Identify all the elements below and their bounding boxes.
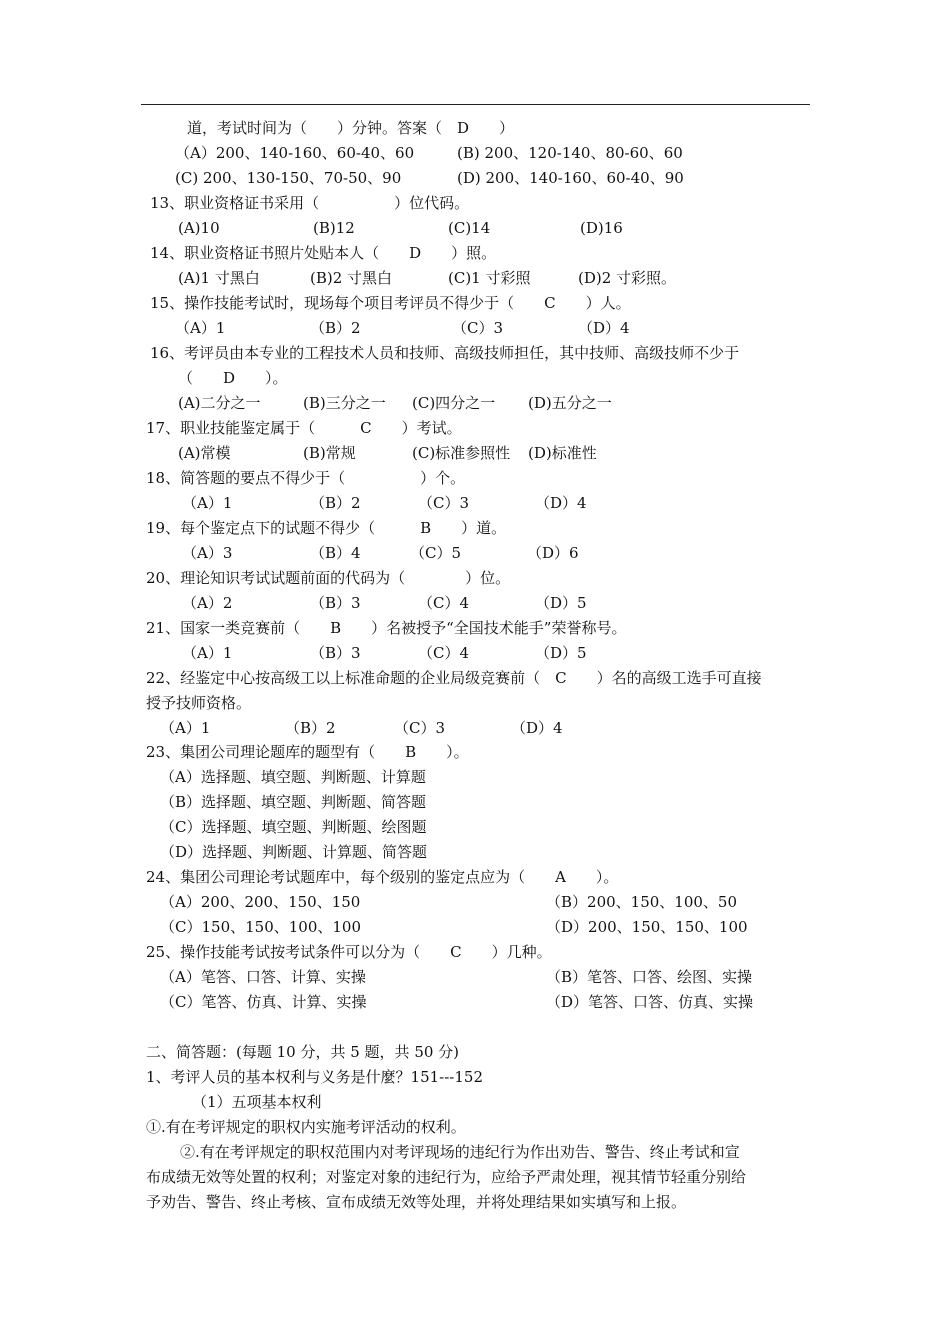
question-20: 20、理论知识考试试题前面的代码为（ ）位。	[146, 569, 511, 587]
q16-option-a: (A)二分之一	[178, 394, 261, 412]
question-14: 14、职业资格证书照片处贴本人（ D ）照。	[150, 244, 497, 262]
q23-option-a: （A）选择题、填空题、判断题、计算题	[160, 768, 426, 786]
section-heading-short-answer: 二、简答题：(每题 10 分，共 5 题，共 50 分)	[146, 1043, 460, 1061]
q17-option-a: (A)常模	[178, 444, 231, 462]
right-item-1: ①.有在考评规定的职权内实施考评活动的权利。	[146, 1118, 466, 1136]
q17-option-d: (D)标准性	[528, 444, 597, 462]
q20-option-b: （B）3	[310, 594, 361, 612]
question-12-tail: 道，考试时间为（ ）分钟。答案（ D ）	[187, 119, 515, 137]
question-19: 19、每个鉴定点下的试题不得少（ B ）道。	[146, 519, 507, 537]
q15-option-c: （C）3	[452, 319, 504, 337]
q12-option-d: (D) 200、140-160、60-40、90	[457, 169, 684, 187]
q21-option-c: （C）4	[418, 644, 470, 662]
question-25: 25、操作技能考试按考试条件可以分为（ C ）几种。	[146, 943, 552, 961]
q23-option-d: （D）选择题、判断题、计算题、简答题	[160, 843, 428, 861]
question-16: 16、考评员由本专业的工程技术人员和技师、高级技师担任，其中技师、高级技师不少于	[150, 344, 740, 362]
q17-option-c: (C)标准参照性	[412, 444, 511, 462]
right-item-2: ②.有在考评规定的职权范围内对考评现场的违纪行为作出劝告、警告、终止考试和宣	[180, 1143, 740, 1161]
q17-option-b: (B)常规	[303, 444, 356, 462]
question-15: 15、操作技能考试时，现场每个项目考评员不得少于（ C ）人。	[150, 294, 631, 312]
q24-option-a: （A）200、200、150、150	[160, 893, 361, 911]
q12-option-b: (B) 200、120-140、80-60、60	[457, 144, 683, 162]
q18-option-d: （D）4	[535, 494, 587, 512]
q19-option-d: （D）6	[527, 544, 579, 562]
question-16-cont: （ D ）。	[178, 369, 288, 387]
q13-option-b: (B)12	[313, 219, 355, 237]
q18-option-a: （A）1	[182, 494, 233, 512]
q13-option-d: (D)16	[580, 219, 623, 237]
q20-option-a: （A）2	[182, 594, 233, 612]
q20-option-d: （D）5	[535, 594, 587, 612]
question-21: 21、国家一类竞赛前（ B ）名被授予“全国技术能手”荣誉称号。	[146, 619, 627, 637]
q18-option-b: （B）2	[310, 494, 361, 512]
q19-option-a: （A）3	[182, 544, 233, 562]
question-24: 24、集团公司理论考试题库中，每个级别的鉴定点应为（ A ）。	[146, 868, 619, 886]
q12-option-a: （A）200、140-160、60-40、60	[175, 144, 415, 162]
q22-option-d: （D）4	[511, 719, 563, 737]
q15-option-a: （A）1	[175, 319, 226, 337]
question-23: 23、集团公司理论题库的题型有（ B ）。	[146, 743, 469, 761]
right-item-2-cont-2: 予劝告、警告、终止考核、宣布成绩无效等处理，并将处理结果如实填写和上报。	[146, 1193, 687, 1211]
q14-option-d: (D)2 寸彩照。	[578, 269, 677, 287]
q15-option-b: （B）2	[310, 319, 361, 337]
q22-option-a: （A）1	[160, 719, 211, 737]
q15-option-d: （D）4	[578, 319, 630, 337]
q24-option-b: （B）200、150、100、50	[546, 893, 738, 911]
question-22-cont: 授予技师资格。	[146, 694, 252, 712]
question-22: 22、经鉴定中心按高级工以上标准命题的企业局级竞赛前（ C ）名的高级工选手可直接	[146, 669, 762, 687]
q12-option-c: (C) 200、130-150、70-50、90	[175, 169, 402, 187]
q16-option-d: (D)五分之一	[528, 394, 612, 412]
q23-option-b: （B）选择题、填空题、判断题、简答题	[160, 793, 427, 811]
q25-option-d: （D）笔答、口答、仿真、实操	[546, 993, 754, 1011]
q13-option-c: (C)14	[448, 219, 491, 237]
q14-option-a: (A)1 寸黑白	[178, 269, 260, 287]
q21-option-b: （B）3	[310, 644, 361, 662]
q24-option-d: （D）200、150、150、100	[546, 918, 748, 936]
q19-option-b: （B）4	[310, 544, 361, 562]
q14-option-b: (B)2 寸黑白	[310, 269, 393, 287]
right-item-2-cont-1: 布成绩无效等处置的权利；对鉴定对象的违纪行为，应给予严肃处理，视其情节轻重分别给	[146, 1168, 747, 1186]
q16-option-b: (B)三分之一	[303, 394, 386, 412]
question-13: 13、职业资格证书采用（ ）位代码。	[150, 194, 470, 212]
q22-option-b: （B）2	[285, 719, 336, 737]
short-answer-question-1: 1、考评人员的基本权利与义务是什麼？151---152	[146, 1068, 484, 1086]
q16-option-c: (C)四分之一	[412, 394, 496, 412]
q22-option-c: （C）3	[394, 719, 446, 737]
question-17: 17、职业技能鉴定属于（ C ）考试。	[146, 419, 462, 437]
q25-option-c: （C）笔答、仿真、计算、实操	[160, 993, 367, 1011]
q20-option-c: （C）4	[418, 594, 470, 612]
q23-option-c: （C）选择题、填空题、判断题、绘图题	[160, 818, 427, 836]
q18-option-c: （C）3	[418, 494, 470, 512]
q14-option-c: (C)1 寸彩照	[448, 269, 531, 287]
q19-option-c: （C）5	[410, 544, 462, 562]
q25-option-b: （B）笔答、口答、绘图、实操	[546, 968, 753, 986]
subheading-basic-rights: （1）五项基本权利	[192, 1093, 322, 1111]
header-rule	[141, 104, 810, 105]
q13-option-a: (A)10	[178, 219, 220, 237]
q21-option-a: （A）1	[182, 644, 233, 662]
q21-option-d: （D）5	[535, 644, 587, 662]
q25-option-a: （A）笔答、口答、计算、实操	[160, 968, 366, 986]
question-18: 18、简答题的要点不得少于（ ）个。	[146, 469, 466, 487]
q24-option-c: （C）150、150、100、100	[160, 918, 361, 936]
